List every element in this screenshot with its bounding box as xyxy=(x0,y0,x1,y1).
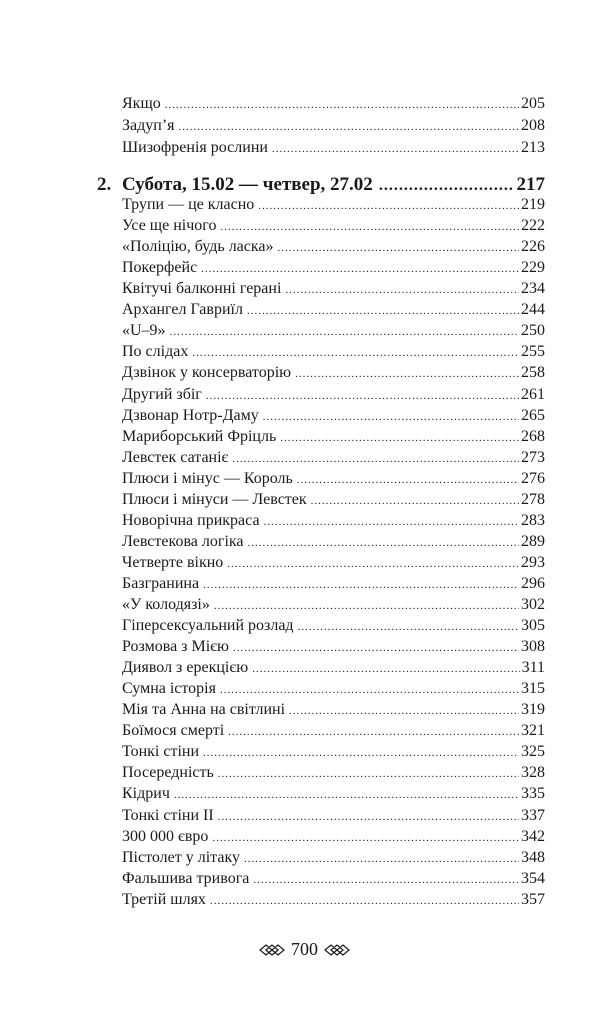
dot-leader xyxy=(214,596,519,616)
entry-title: Левстек сатаніє xyxy=(122,448,229,466)
entry-title: Задуп’я xyxy=(122,117,175,134)
toc-entry xyxy=(122,300,545,321)
entry-title: Фальшива тривога xyxy=(122,869,250,887)
toc-entry xyxy=(122,700,545,721)
dot-leader xyxy=(220,217,519,237)
entry-title: Третій шлях xyxy=(122,890,206,908)
entry-page: 219 xyxy=(521,196,545,213)
dot-leader xyxy=(179,117,519,137)
entry-page: 337 xyxy=(521,806,545,824)
toc-entry xyxy=(122,806,545,827)
dot-leader xyxy=(212,828,519,848)
entry-title: «Поліцію, будь ласка» xyxy=(122,238,274,256)
dot-leader xyxy=(201,259,519,279)
entry-page: 250 xyxy=(521,322,545,340)
toc-entry xyxy=(122,553,545,574)
entry-page: 278 xyxy=(521,490,545,508)
toc-entry xyxy=(122,784,545,805)
entry-title: Дзвонар Нотр-Даму xyxy=(122,406,259,424)
section-title: Субота, 15.02 — четвер, 27.02 xyxy=(122,174,373,195)
dot-leader xyxy=(203,575,519,595)
dot-leader xyxy=(203,743,519,763)
entry-page: 325 xyxy=(521,743,545,761)
entry-title: Квітучі балконні герані xyxy=(122,280,282,298)
dot-leader xyxy=(295,364,519,384)
page-footer xyxy=(0,939,609,960)
toc-entry xyxy=(122,827,545,848)
entry-title: По слідах xyxy=(122,343,189,361)
entry-title: Тонкі стіни II xyxy=(122,806,214,824)
entry-page: 261 xyxy=(521,385,545,403)
dot-leader xyxy=(278,238,519,258)
toc-entry xyxy=(122,890,545,911)
page-number: 700 xyxy=(291,939,318,959)
entry-page: 357 xyxy=(521,890,545,908)
dot-leader xyxy=(280,428,519,448)
entry-title: Розмова з Мією xyxy=(122,638,229,655)
entry-title: Тонкі стіни xyxy=(122,743,200,761)
dot-leader xyxy=(248,533,519,553)
dot-leader xyxy=(244,849,519,869)
dot-leader xyxy=(227,554,519,574)
dot-leader xyxy=(264,512,519,532)
entry-page: 222 xyxy=(521,217,545,235)
entry-page: 226 xyxy=(521,238,545,256)
entry-title: Мариборський Фріцль xyxy=(122,427,277,445)
entry-title: Усе ще нічого xyxy=(122,217,217,235)
dot-leader xyxy=(285,280,519,300)
entry-page: 258 xyxy=(521,364,545,382)
dot-leader xyxy=(298,617,519,637)
entry-title: Плюси і мінус — Король xyxy=(122,469,293,487)
entry-title: Дзвінок у консерваторію xyxy=(122,364,292,382)
section-page: 217 xyxy=(516,174,545,195)
toc-entry xyxy=(122,679,545,700)
entry-title: Четверте вікно xyxy=(122,553,224,571)
dot-leader xyxy=(206,386,519,406)
toc-entry xyxy=(122,490,545,511)
entry-page: 308 xyxy=(521,638,545,655)
entry-page: 319 xyxy=(521,701,545,719)
dot-leader xyxy=(218,764,519,784)
entry-title: Кідрич xyxy=(122,785,170,803)
entry-title: Гіперсексуальний розлад xyxy=(122,617,294,634)
entry-title: Якщо xyxy=(122,95,161,112)
toc-entry xyxy=(122,658,545,679)
dot-leader xyxy=(218,807,519,827)
entry-page: 255 xyxy=(521,343,545,361)
dot-leader xyxy=(192,343,519,363)
entry-title: Мія та Анна на світлині xyxy=(122,701,286,719)
toc-entry xyxy=(122,321,545,342)
entry-page: 289 xyxy=(521,532,545,550)
entry-title: Левстекова логіка xyxy=(122,532,244,550)
ornament-right-icon xyxy=(324,944,350,956)
entry-title: Архангел Гавриїл xyxy=(122,301,243,319)
entry-page: 348 xyxy=(521,848,545,866)
toc-entry xyxy=(122,763,545,784)
entry-title: Другий збіг xyxy=(122,385,202,403)
dot-leader xyxy=(379,175,513,197)
toc-entry xyxy=(122,721,545,742)
toc-entry xyxy=(122,279,545,300)
entry-title: Посередність xyxy=(122,764,214,782)
entry-page: 229 xyxy=(521,259,545,277)
dot-leader xyxy=(210,891,519,911)
dot-leader xyxy=(247,301,519,321)
entry-title: Новорічна прикраса xyxy=(122,511,260,529)
toc-entry xyxy=(122,385,545,406)
toc-entry xyxy=(122,216,545,237)
toc-entry xyxy=(122,616,545,637)
section-number: 2. xyxy=(97,174,112,195)
entry-title: «U–9» xyxy=(122,322,166,340)
toc-entry xyxy=(122,427,545,448)
entry-page: 268 xyxy=(521,427,545,445)
toc-entry xyxy=(122,237,545,258)
entry-title: Базгранина xyxy=(122,574,200,592)
toc-entry xyxy=(122,574,545,595)
toc-entry xyxy=(122,469,545,490)
dot-leader xyxy=(272,139,519,159)
toc-entry xyxy=(122,448,545,469)
toc-entry xyxy=(122,116,545,137)
entry-title: Пістолет у літаку xyxy=(122,848,241,866)
toc-entry xyxy=(122,848,545,869)
toc-entry xyxy=(122,532,545,553)
dot-leader xyxy=(263,407,519,427)
toc-entry xyxy=(122,363,545,384)
toc-entry xyxy=(122,342,545,363)
entry-page: 305 xyxy=(521,617,545,634)
dot-leader xyxy=(174,785,519,805)
dot-leader xyxy=(297,470,519,490)
toc-entry xyxy=(122,406,545,427)
entry-page: 354 xyxy=(521,869,545,887)
entry-page: 328 xyxy=(521,764,545,782)
entry-page: 335 xyxy=(521,785,545,803)
entry-page: 208 xyxy=(521,117,545,134)
toc-entry xyxy=(122,94,545,115)
dot-leader xyxy=(252,659,519,679)
entry-page: 296 xyxy=(521,574,545,592)
toc-entry xyxy=(122,637,545,658)
entry-page: 293 xyxy=(521,553,545,571)
entry-page: 205 xyxy=(521,95,545,112)
toc-entry xyxy=(122,258,545,279)
entry-title: Трупи — це класно xyxy=(122,196,255,213)
entry-title: Диявол з ерекцією xyxy=(122,659,249,677)
entry-page: 213 xyxy=(521,139,545,156)
toc-entry xyxy=(122,511,545,532)
dot-leader xyxy=(220,680,519,700)
dot-leader xyxy=(258,196,519,216)
entry-title: Боїмося смерті xyxy=(122,722,225,740)
entry-page: 244 xyxy=(521,301,545,319)
entry-page: 315 xyxy=(521,680,545,698)
dot-leader xyxy=(253,870,519,890)
entry-title: «У колодязі» xyxy=(122,596,210,613)
dot-leader xyxy=(233,638,519,658)
dot-leader xyxy=(170,322,519,342)
dot-leader xyxy=(311,491,519,511)
entry-title: Покерфейс xyxy=(122,259,198,277)
toc-entry xyxy=(122,138,545,159)
dot-leader xyxy=(228,722,519,742)
toc-entry xyxy=(122,869,545,890)
entry-page: 234 xyxy=(521,280,545,298)
entry-page: 273 xyxy=(521,448,545,466)
entry-title: 300 000 євро xyxy=(122,827,209,845)
toc-entry xyxy=(122,742,545,763)
entry-title: Сумна історія xyxy=(122,680,216,698)
dot-leader xyxy=(165,95,519,115)
entry-page: 265 xyxy=(521,406,545,424)
entry-page: 276 xyxy=(521,469,545,487)
ornament-left-icon xyxy=(259,944,285,956)
entry-page: 311 xyxy=(521,659,545,677)
dot-leader xyxy=(289,701,519,721)
entry-title: Шизофренія рослини xyxy=(122,139,268,156)
entry-page: 283 xyxy=(521,511,545,529)
entry-page: 302 xyxy=(521,596,545,613)
entry-title: Плюси і мінуси — Левстек xyxy=(122,490,307,508)
section-heading xyxy=(97,174,545,197)
dot-leader xyxy=(232,449,519,469)
entry-page: 321 xyxy=(521,722,545,740)
toc-entry xyxy=(122,195,545,216)
entry-page: 342 xyxy=(521,827,545,845)
toc-entry xyxy=(122,595,545,616)
